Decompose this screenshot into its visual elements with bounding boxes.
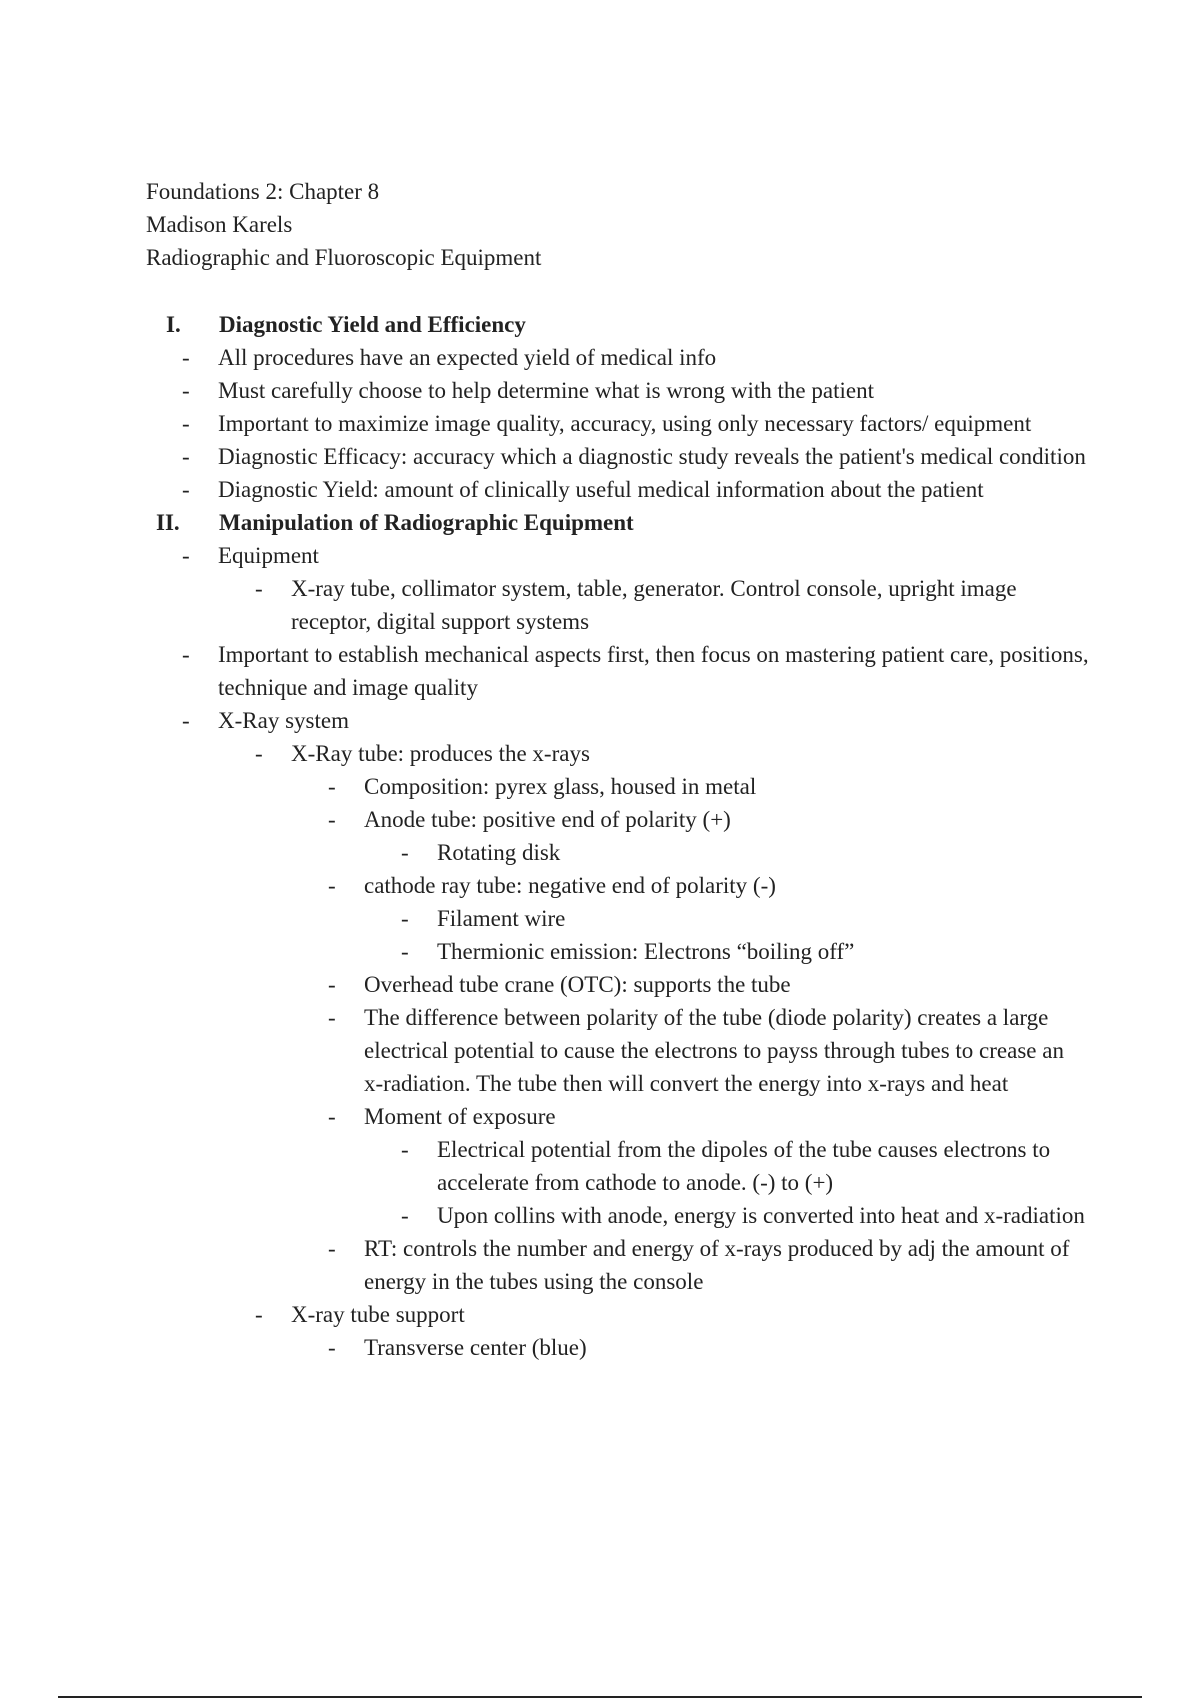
- topic-title: Radiographic and Fluoroscopic Equipment: [146, 245, 542, 270]
- item-text: X-ray tube support: [291, 1302, 465, 1327]
- item-text: Filament wire: [437, 906, 566, 931]
- list-item: [0, 572, 1200, 638]
- list-item: [0, 539, 1200, 572]
- bullet-dash: -: [328, 1335, 336, 1360]
- bullet-dash: -: [182, 444, 190, 469]
- item-text: RT: controls the number and energy of x-rays produced by adj the amount of energy in the tubes using the console: [364, 1236, 1070, 1294]
- section-title: Diagnostic Yield and Efficiency: [219, 312, 526, 337]
- bullet-dash: -: [182, 345, 190, 370]
- list-item: [0, 1133, 1200, 1199]
- section-numeral: I.: [166, 312, 181, 337]
- item-text: Anode tube: positive end of polarity (+): [364, 807, 731, 832]
- item-text: Important to establish mechanical aspects first, then focus on mastering patient care, positions, technique and image quality: [218, 642, 1089, 700]
- bullet-dash: -: [182, 378, 190, 403]
- bullet-dash: -: [401, 1137, 409, 1162]
- item-text: cathode ray tube: negative end of polarity (-): [364, 873, 776, 898]
- item-text: Diagnostic Yield: amount of clinically useful medical information about the patient: [218, 477, 984, 502]
- item-text: Composition: pyrex glass, housed in metal: [364, 774, 757, 799]
- list-item: [0, 638, 1200, 704]
- item-text: Upon collins with anode, energy is converted into heat and x-radiation: [437, 1203, 1085, 1228]
- bullet-dash: -: [328, 1005, 336, 1030]
- bullet-dash: -: [401, 906, 409, 931]
- list-item: [0, 374, 1200, 407]
- list-item: [0, 968, 1200, 1001]
- item-text: Rotating disk: [437, 840, 561, 865]
- page-bottom-rule: [58, 1696, 1142, 1698]
- list-item: [0, 869, 1200, 902]
- list-item: [0, 770, 1200, 803]
- bullet-dash: -: [182, 477, 190, 502]
- bullet-dash: -: [182, 543, 190, 568]
- list-item: [0, 836, 1200, 869]
- section-heading-1: [0, 308, 1200, 341]
- list-item: [0, 737, 1200, 770]
- list-item: [0, 341, 1200, 374]
- item-text: Thermionic emission: Electrons “boiling off”: [437, 939, 855, 964]
- list-item: [0, 1331, 1200, 1364]
- document-header: [146, 175, 541, 274]
- item-text: Transverse center (blue): [364, 1335, 587, 1360]
- list-item: [0, 1199, 1200, 1232]
- list-item: [0, 473, 1200, 506]
- item-text: Overhead tube crane (OTC): supports the tube: [364, 972, 791, 997]
- list-item: [0, 1100, 1200, 1133]
- list-item: [0, 1001, 1200, 1100]
- item-text: X-Ray system: [218, 708, 349, 733]
- bullet-dash: -: [328, 873, 336, 898]
- list-item: [0, 407, 1200, 440]
- bullet-dash: -: [401, 1203, 409, 1228]
- bullet-dash: -: [255, 741, 263, 766]
- list-item: [0, 902, 1200, 935]
- notes-outline: [0, 308, 1200, 1364]
- list-item: [0, 1298, 1200, 1331]
- item-text: All procedures have an expected yield of medical info: [218, 345, 717, 370]
- author-name: Madison Karels: [146, 212, 293, 237]
- item-text: Must carefully choose to help determine what is wrong with the patient: [218, 378, 874, 403]
- bullet-dash: -: [182, 642, 190, 667]
- bullet-dash: -: [182, 708, 190, 733]
- list-item: [0, 803, 1200, 836]
- section-numeral: II.: [156, 510, 180, 535]
- list-item: [0, 440, 1200, 473]
- bullet-dash: -: [255, 1302, 263, 1327]
- bullet-dash: -: [401, 939, 409, 964]
- bullet-dash: -: [255, 576, 263, 601]
- item-text: X-Ray tube: produces the x-rays: [291, 741, 590, 766]
- list-item: [0, 704, 1200, 737]
- bullet-dash: -: [182, 411, 190, 436]
- section-title: Manipulation of Radiographic Equipment: [219, 510, 634, 535]
- bullet-dash: -: [328, 972, 336, 997]
- item-text: Equipment: [218, 543, 319, 568]
- list-item: [0, 1232, 1200, 1298]
- bullet-dash: -: [328, 807, 336, 832]
- item-text: X-ray tube, collimator system, table, generator. Control console, upright image receptor, digital support systems: [291, 576, 1017, 634]
- item-text: Electrical potential from the dipoles of the tube causes electrons to accelerate from cathode to anode. (-) to (+): [437, 1137, 1051, 1195]
- item-text: The difference between polarity of the tube (diode polarity) creates a large electrical potential to cause the electrons to payss through tubes to crease an x-radiation. The tube then will convert the energy into x-rays and heat: [364, 1005, 1064, 1096]
- item-text: Moment of exposure: [364, 1104, 556, 1129]
- list-item: [0, 935, 1200, 968]
- bullet-dash: -: [328, 1236, 336, 1261]
- bullet-dash: -: [401, 840, 409, 865]
- item-text: Important to maximize image quality, accuracy, using only necessary factors/ equipment: [218, 411, 1032, 436]
- item-text: Diagnostic Efficacy: accuracy which a diagnostic study reveals the patient's medical condition: [218, 444, 1086, 469]
- course-title: Foundations 2: Chapter 8: [146, 179, 380, 204]
- bullet-dash: -: [328, 774, 336, 799]
- bullet-dash: -: [328, 1104, 336, 1129]
- section-heading-2: [0, 506, 1200, 539]
